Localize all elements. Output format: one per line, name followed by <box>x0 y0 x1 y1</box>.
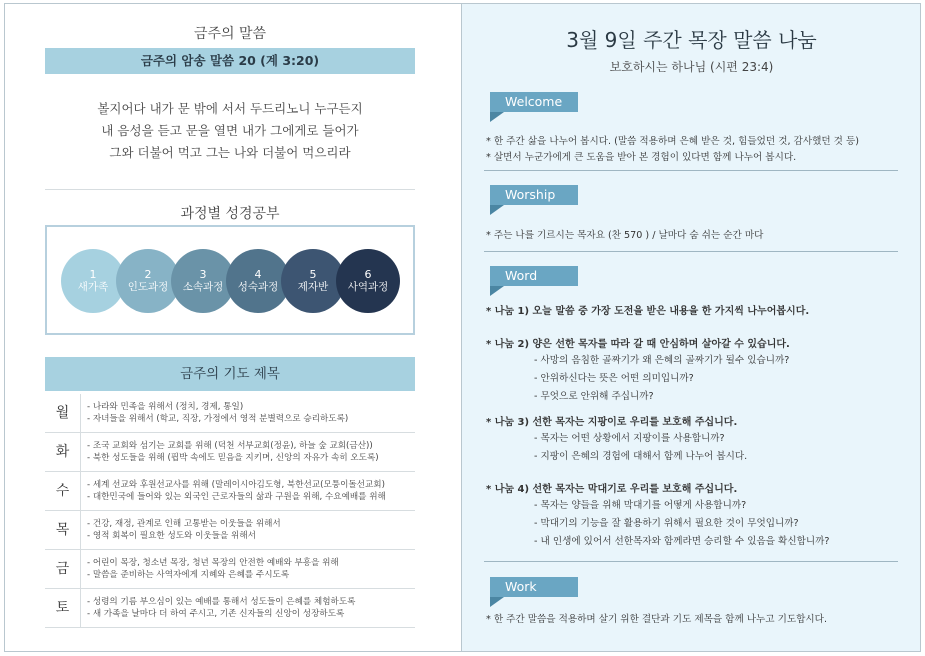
word-question-4: * 나눔 4) 선한 목자는 막대기로 우리를 보호해 주십니다. <box>486 484 738 495</box>
course-name: 성숙과정 <box>237 281 279 293</box>
divider <box>45 189 415 190</box>
prayer-item: - 영적 회복이 필요한 성도와 이웃들을 위해서 <box>87 531 256 541</box>
verse-line: 내 음성을 듣고 문을 열면 내가 그에게로 들어가 <box>101 123 359 138</box>
word-question-2: * 나눔 2) 양은 선한 목자를 따라 갈 때 안심하며 살아갈 수 있습니다. <box>486 339 790 350</box>
prayer-item: - 조국 교회와 섬기는 교회를 위해 (덕천 서부교회(정윤), 하늘 숲 교회(금산)) <box>87 441 373 451</box>
word-sub-question: - 안위하신다는 뜻은 어떤 의미입니까? <box>534 373 694 384</box>
page-subtitle: 보호하시는 하나님 (시편 23:4) <box>609 60 774 74</box>
prayer-item: - 자녀들을 위해서 (학교, 직장, 가정에서 영적 분별력으로 승리하도록) <box>87 414 349 424</box>
prayer-table <box>45 394 415 628</box>
course-name: 사역과정 <box>347 281 389 293</box>
prayer-item: - 북한 성도들을 위해 (핍박 속에도 믿음을 지키며, 신앙의 자유가 속히 오도록) <box>87 453 379 463</box>
prayer-section-title: 금주의 기도 제목 <box>45 357 415 391</box>
verse-line: 그와 더불어 먹고 그는 나와 더불어 먹으리라 <box>109 145 351 160</box>
word-sub-question: - 지팡이 은혜의 경험에 대해서 함께 나누어 봅시다. <box>534 451 748 462</box>
word-sub-question: - 막대기의 기능을 잘 활용하기 위해서 필요한 것이 무엇입니까? <box>534 518 799 529</box>
prayer-item: - 새 가족을 날마다 더 하여 주시고, 기존 신자들의 신앙이 성장하도록 <box>87 609 345 619</box>
verse-line: 볼지어다 내가 문 밖에 서서 두드리노니 누구든지 <box>97 101 363 116</box>
worship-tag: Worship <box>490 185 578 205</box>
prayer-day: 화 <box>45 433 81 471</box>
prayer-day: 토 <box>45 589 81 627</box>
divider <box>484 170 898 171</box>
course-name: 소속과정 <box>182 281 224 293</box>
prayer-row-sat <box>45 589 415 628</box>
prayer-row-tue <box>45 433 415 472</box>
course-number: 3 <box>199 268 207 281</box>
memory-verse-heading: 금주의 암송 말씀 20 (계 3:20) <box>45 48 415 74</box>
word-question-3: * 나눔 3) 선한 목자는 지팡이로 우리를 보호해 주십니다. <box>486 417 738 428</box>
word-question-1: * 나눔 1) 오늘 말씀 중 가장 도전을 받은 내용을 한 가지씩 나누어봅시다. <box>486 306 810 317</box>
course-circle-6 <box>336 249 400 313</box>
work-tag: Work <box>490 577 578 597</box>
prayer-day: 목 <box>45 511 81 549</box>
prayer-item: - 건강, 재정, 관계로 인해 고통받는 이웃들을 위해서 <box>87 519 281 529</box>
right-panel <box>461 4 920 651</box>
bulletin-page <box>4 3 921 652</box>
course-name: 새가족 <box>77 281 109 293</box>
prayer-item: - 세계 선교와 후원선교사를 위해 (말레이시아김도형, 북한선교(모퉁이돌선교회) <box>87 480 385 490</box>
course-number: 4 <box>254 268 262 281</box>
word-sub-question: - 무엇으로 안위해 주십니까? <box>534 391 654 402</box>
left-panel <box>5 4 461 651</box>
prayer-item: - 대한민국에 들어와 있는 외국인 근로자들의 삶과 구원을 위해, 수요예배를 위해 <box>87 492 386 502</box>
welcome-tag: Welcome <box>490 92 578 112</box>
welcome-line: * 살면서 누군가에게 큰 도움을 받아 본 경험이 있다면 함께 나누어 봅시다. <box>486 152 797 163</box>
prayer-item: - 어린이 목장, 청소년 목장, 청년 목장의 안전한 예배와 부흥을 위해 <box>87 558 339 568</box>
prayer-item: - 성령의 기름 부으심이 있는 예배를 통해서 성도들이 은혜를 체험하도록 <box>87 597 356 607</box>
work-line: * 한 주간 말씀을 적용하며 살기 위한 결단과 기도 제목을 함께 나누고 기도합시다. <box>486 614 828 625</box>
course-number: 1 <box>89 268 97 281</box>
course-number: 5 <box>309 268 317 281</box>
course-name: 제자반 <box>297 281 329 293</box>
prayer-day: 금 <box>45 550 81 588</box>
prayer-day: 수 <box>45 472 81 510</box>
word-sub-question: - 사망의 음침한 골짜기가 왜 은혜의 골짜기가 될수 있습니까? <box>534 355 790 366</box>
prayer-day: 월 <box>45 394 81 432</box>
divider <box>484 561 898 562</box>
memory-verse-text <box>45 98 415 164</box>
word-sub-question: - 내 인생에 있어서 선한목자와 함께라면 승리할 수 있음을 확신합니까? <box>534 536 830 547</box>
word-sub-question: - 목자는 어떤 상황에서 지팡이를 사용합니까? <box>534 433 725 444</box>
course-diagram <box>45 225 415 335</box>
divider <box>484 251 898 252</box>
course-number: 6 <box>364 268 372 281</box>
prayer-row-fri <box>45 550 415 589</box>
prayer-item: - 나라와 민족을 위해서 (정치, 경제, 통일) <box>87 402 244 412</box>
welcome-line: * 한 주간 삶을 나누어 봅시다. (말씀 적용하며 은혜 받은 것, 힘들었던 것, 감사했던 것 등) <box>486 136 860 147</box>
course-section-title: 과정별 성경공부 <box>180 206 280 222</box>
course-number: 2 <box>144 268 152 281</box>
word-tag: Word <box>490 266 578 286</box>
course-name: 인도과정 <box>127 281 169 293</box>
prayer-row-mon <box>45 394 415 433</box>
word-sub-question: - 목자는 양들을 위해 막대기를 어떻게 사용합니까? <box>534 500 747 511</box>
prayer-row-wed <box>45 472 415 511</box>
worship-line: * 주는 나를 기르시는 목자요 (찬 570 ) / 날마다 숨 쉬는 순간 마다 <box>486 230 764 241</box>
verse-section-title: 금주의 말씀 <box>193 26 267 42</box>
prayer-row-thu <box>45 511 415 550</box>
page-title: 3월 9일 주간 목장 말씀 나눔 <box>566 28 817 52</box>
prayer-item: - 말씀을 준비하는 사역자에게 지혜와 은혜를 주시도록 <box>87 570 290 580</box>
